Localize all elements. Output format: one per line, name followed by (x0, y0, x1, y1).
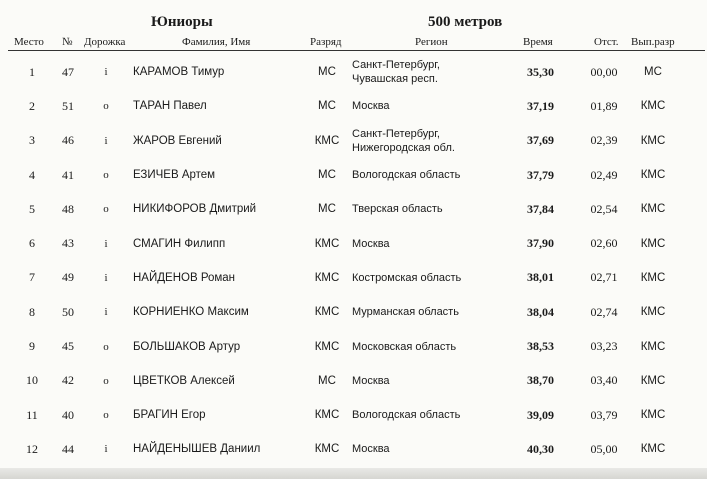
time-cell: 40,30 (527, 441, 554, 456)
rank-cell: МС (318, 169, 336, 182)
place-cell: 12 (26, 441, 38, 456)
gap-cell: 02,71 (590, 270, 618, 285)
gap-cell: 03,79 (590, 407, 618, 422)
time-cell: 37,90 (527, 236, 554, 251)
table-row (0, 261, 707, 295)
region-cell (352, 261, 502, 295)
gap-cell: 03,40 (590, 373, 618, 388)
time-cell: 35,30 (527, 64, 554, 79)
number-cell: 43 (62, 236, 74, 251)
header-class-done: Вып.разр (631, 36, 675, 48)
time-cell: 37,69 (527, 133, 554, 148)
table-row (0, 192, 707, 226)
time-cell: 37,84 (527, 201, 554, 216)
rank-cell: МС (318, 100, 336, 113)
region-line: Московская область (352, 340, 457, 353)
number-cell: 46 (62, 133, 74, 148)
place-cell: 11 (26, 407, 38, 422)
region-cell (352, 192, 502, 226)
results-table (0, 55, 707, 467)
class-done-cell: КМС (640, 374, 666, 387)
region-line: Санкт-Петербург, (352, 59, 440, 72)
header-number: № (62, 36, 73, 48)
number-cell: 42 (62, 373, 74, 388)
region-cell (352, 398, 502, 432)
class-done-cell: КМС (640, 409, 666, 422)
region-line: Москва (352, 237, 390, 250)
header-divider (8, 50, 705, 51)
region-cell (352, 124, 502, 158)
region-line: Вологодская область (352, 409, 461, 422)
header-region: Регион (415, 36, 448, 48)
rank-cell: КМС (314, 237, 340, 250)
gap-cell: 02,39 (590, 133, 618, 148)
gap-cell: 05,00 (590, 441, 618, 456)
region-line: Москва (352, 100, 390, 113)
region-line: Санкт-Петербург, (352, 127, 440, 140)
athlete-name-cell: КАРАМОВ Тимур (133, 66, 225, 79)
time-cell: 37,19 (527, 98, 554, 113)
region-cell (352, 226, 502, 260)
lane-cell: i (104, 271, 108, 284)
region-line: Москва (352, 374, 390, 387)
time-cell: 38,53 (527, 339, 554, 354)
table-row (0, 158, 707, 192)
table-row (0, 295, 707, 329)
place-cell: 5 (29, 201, 35, 216)
gap-cell: 03,23 (590, 339, 618, 354)
number-cell: 49 (62, 270, 74, 285)
athlete-name-cell: ЦВЕТКОВ Алексей (133, 374, 235, 387)
athlete-name-cell: КОРНИЕНКО Максим (133, 306, 249, 319)
lane-cell: o (103, 409, 109, 422)
lane-cell: i (104, 237, 108, 250)
region-cell (352, 89, 502, 123)
scan-edge (0, 468, 707, 479)
place-cell: 8 (29, 304, 35, 319)
number-cell: 44 (62, 441, 74, 456)
place-cell: 2 (29, 98, 35, 113)
rank-cell: КМС (314, 271, 340, 284)
gap-cell: 00,00 (590, 64, 618, 79)
number-cell: 48 (62, 201, 74, 216)
place-cell: 6 (29, 236, 35, 251)
region-line: Мурманская область (352, 306, 459, 319)
athlete-name-cell: НАЙДЕНЫШЕВ Даниил (133, 443, 261, 456)
table-row (0, 124, 707, 158)
gap-cell: 01,89 (590, 98, 618, 113)
rank-cell: МС (318, 374, 336, 387)
athlete-name-cell: БРАГИН Егор (133, 409, 206, 422)
place-cell: 10 (26, 373, 38, 388)
number-cell: 41 (62, 167, 74, 182)
region-cell (352, 158, 502, 192)
header-lane: Дорожка (84, 36, 126, 48)
rank-cell: КМС (314, 409, 340, 422)
rank-cell: КМС (314, 306, 340, 319)
place-cell: 7 (29, 270, 35, 285)
table-row (0, 89, 707, 123)
region-line: Москва (352, 443, 390, 456)
lane-cell: i (104, 66, 108, 79)
place-cell: 4 (29, 167, 35, 182)
table-row (0, 226, 707, 260)
time-cell: 37,79 (527, 167, 554, 182)
lane-cell: i (104, 306, 108, 319)
time-cell: 39,09 (527, 407, 554, 422)
athlete-name-cell: ЕЗИЧЕВ Артем (133, 169, 216, 182)
athlete-name-cell: БОЛЬШАКОВ Артур (133, 340, 241, 353)
region-line: Нижегородская обл. (352, 141, 455, 154)
class-done-cell: КМС (640, 169, 666, 182)
region-cell (352, 329, 502, 363)
place-cell: 3 (29, 133, 35, 148)
gap-cell: 02,54 (590, 201, 618, 216)
rank-cell: КМС (314, 340, 340, 353)
number-cell: 40 (62, 407, 74, 422)
header-place: Место (14, 36, 44, 48)
class-done-cell: КМС (640, 271, 666, 284)
number-cell: 45 (62, 339, 74, 354)
time-cell: 38,01 (527, 270, 554, 285)
header-time: Время (523, 36, 553, 48)
region-cell (352, 364, 502, 398)
number-cell: 50 (62, 304, 74, 319)
class-done-cell: МС (644, 66, 662, 79)
region-cell (352, 55, 502, 89)
number-cell: 47 (62, 64, 74, 79)
athlete-name-cell: НАЙДЕНОВ Роман (133, 271, 236, 284)
athlete-name-cell: ТАРАН Павел (133, 100, 207, 113)
header-gap: Отст. (594, 36, 619, 48)
distance-title: 500 метров (428, 14, 503, 30)
number-cell: 51 (62, 98, 74, 113)
gap-cell: 02,74 (590, 304, 618, 319)
gap-cell: 02,49 (590, 167, 618, 182)
region-cell (352, 432, 502, 466)
lane-cell: i (104, 443, 108, 456)
rank-cell: КМС (314, 443, 340, 456)
rank-cell: МС (318, 66, 336, 79)
class-done-cell: КМС (640, 443, 666, 456)
class-done-cell: КМС (640, 306, 666, 319)
table-row (0, 364, 707, 398)
class-done-cell: КМС (640, 237, 666, 250)
athlete-name-cell: НИКИФОРОВ Дмитрий (133, 203, 257, 216)
table-row (0, 55, 707, 89)
table-row (0, 398, 707, 432)
place-cell: 1 (29, 64, 35, 79)
rank-cell: МС (318, 203, 336, 216)
rank-cell: КМС (314, 134, 340, 147)
lane-cell: o (103, 169, 109, 182)
group-title: Юниоры (151, 14, 213, 30)
time-cell: 38,04 (527, 304, 554, 319)
athlete-name-cell: СМАГИН Филипп (133, 237, 226, 250)
region-line: Чувашская респ. (352, 73, 438, 86)
class-done-cell: КМС (640, 100, 666, 113)
table-row (0, 329, 707, 363)
header-name: Фамилия, Имя (182, 36, 251, 48)
athlete-name-cell: ЖАРОВ Евгений (133, 134, 222, 147)
header-rank: Разряд (310, 36, 342, 48)
class-done-cell: КМС (640, 203, 666, 216)
class-done-cell: КМС (640, 134, 666, 147)
lane-cell: o (103, 374, 109, 387)
region-line: Вологодская область (352, 169, 461, 182)
lane-cell: o (103, 203, 109, 216)
lane-cell: o (103, 100, 109, 113)
region-line: Костромская область (352, 271, 462, 284)
class-done-cell: КМС (640, 340, 666, 353)
table-row (0, 432, 707, 466)
place-cell: 9 (29, 339, 35, 354)
region-cell (352, 295, 502, 329)
lane-cell: o (103, 340, 109, 353)
gap-cell: 02,60 (590, 236, 618, 251)
time-cell: 38,70 (527, 373, 554, 388)
region-line: Тверская область (352, 203, 443, 216)
lane-cell: i (104, 134, 108, 147)
